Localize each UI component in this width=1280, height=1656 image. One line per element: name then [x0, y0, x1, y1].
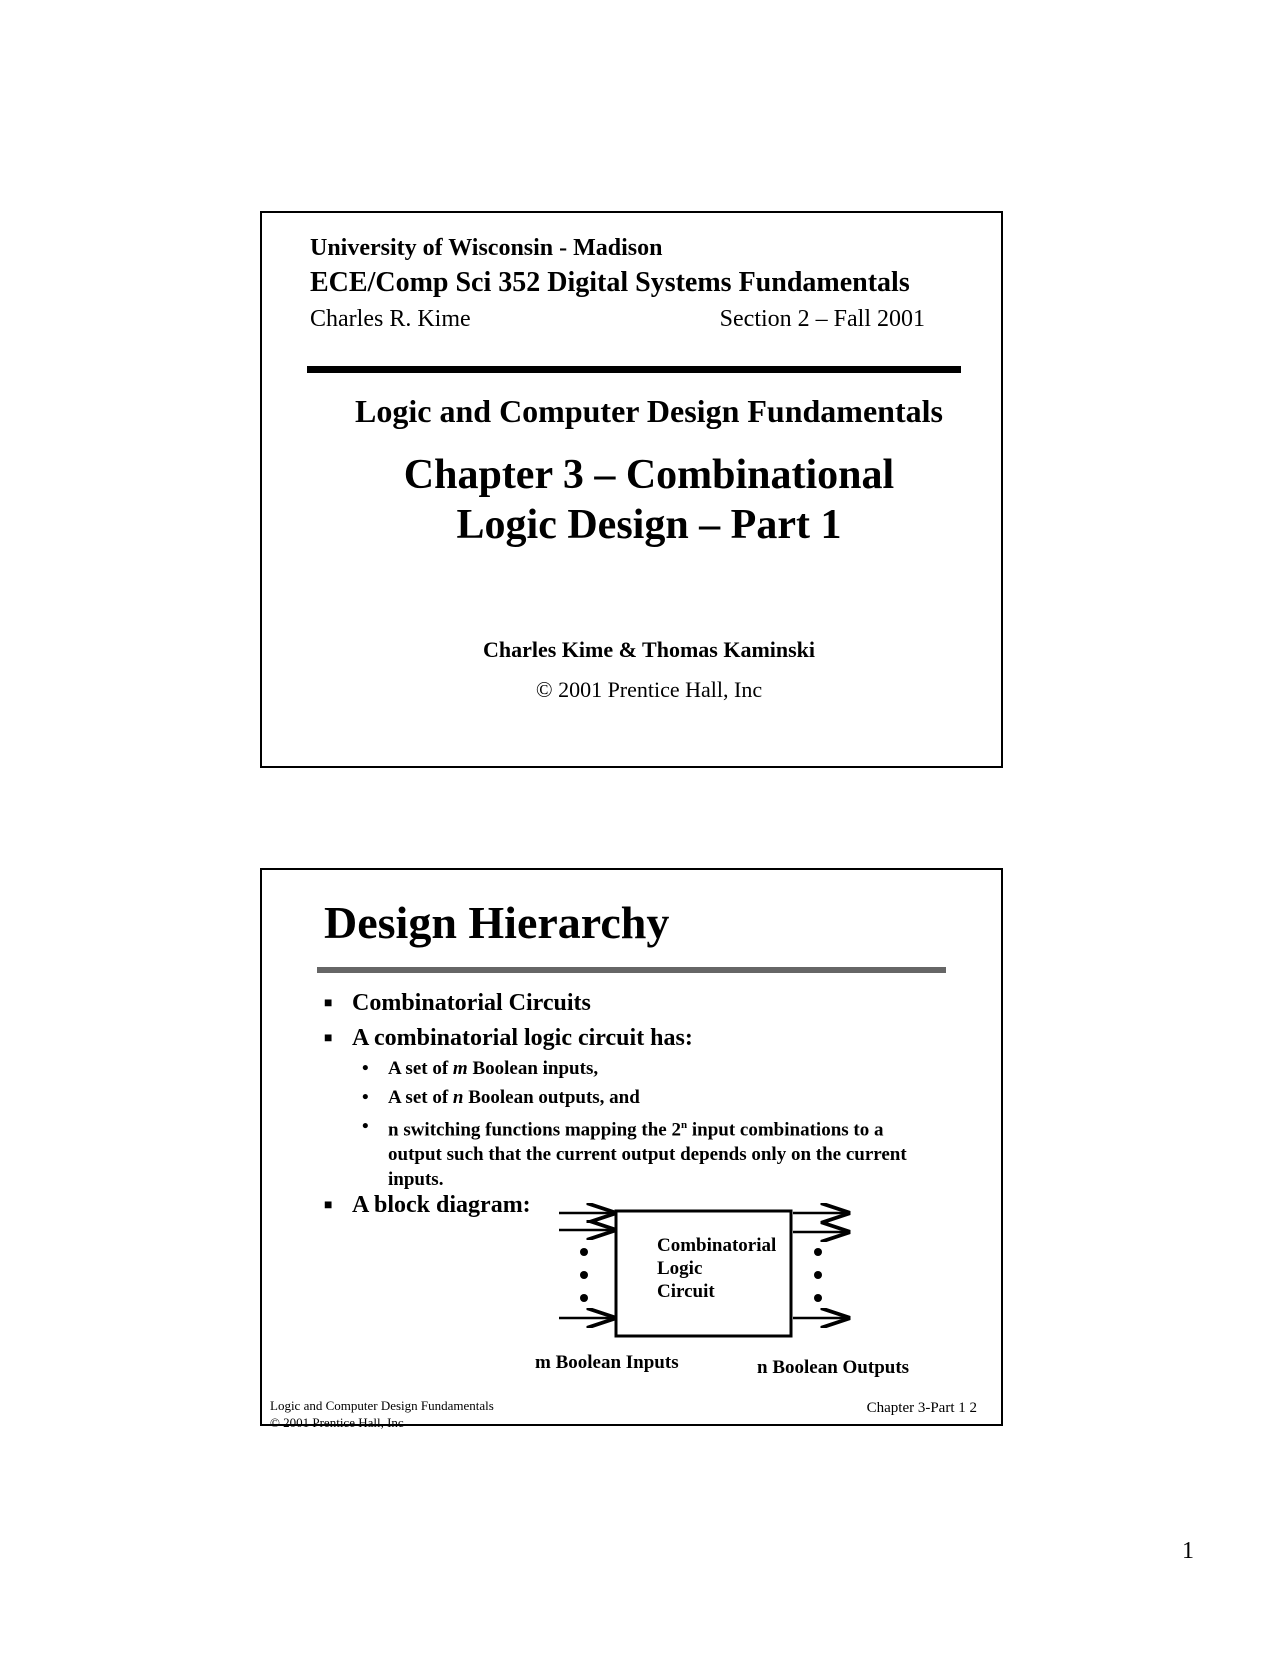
ellipsis-dot: [814, 1271, 822, 1279]
dot-bullet-icon: •: [362, 1087, 369, 1108]
copyright-notice: © 2001 Prentice Hall, Inc: [535, 677, 763, 702]
slide-footer-left: [270, 1397, 494, 1431]
sub-bullet-text: A set of: [388, 1058, 453, 1079]
title-slide: [260, 211, 1003, 768]
box-label-line: Combinatorial: [657, 1235, 777, 1256]
ellipsis-dot: [580, 1294, 588, 1302]
footer-copyright: © 2001 Prentice Hall, Inc: [270, 1415, 404, 1430]
dot-bullet-icon: •: [362, 1058, 369, 1079]
instructor-name: Charles R. Kime: [310, 306, 471, 332]
sub-bullet-text: n switching functions mapping the 2: [388, 1119, 681, 1141]
course-name: ECE/Comp Sci 352 Digital Systems Fundamentals: [310, 267, 910, 298]
square-bullet-icon: ■: [324, 1198, 333, 1213]
bullet-text: A combinatorial logic circuit has:: [352, 1025, 693, 1051]
ellipsis-dot: [814, 1294, 822, 1302]
outputs-label: n Boolean Outputs: [757, 1357, 910, 1378]
section-label: Section 2 – Fall 2001: [719, 306, 925, 332]
sub-bullet-text: Boolean outputs, and: [463, 1087, 640, 1108]
design-hierarchy-slide: [260, 868, 1003, 1430]
book-authors: Charles Kime & Thomas Kaminski: [482, 637, 816, 662]
sub-bullet-text: input combinations to a output such that the current output depends only on the current inputs.: [388, 1119, 907, 1191]
slide-footer-right: Chapter 3-Part 1 2: [866, 1400, 977, 1416]
square-bullet-icon: ■: [324, 1031, 333, 1046]
book-title: Logic and Computer Design Fundamentals: [355, 393, 943, 429]
header-divider: [307, 366, 961, 373]
chapter-title-line1: Chapter 3 – Combinational: [403, 452, 895, 498]
variable-m: m: [452, 1058, 468, 1079]
chapter-title-line2: Logic Design – Part 1: [456, 502, 842, 548]
box-label-line: Logic: [657, 1258, 703, 1279]
variable-n: n: [452, 1087, 464, 1108]
block-diagram: [262, 870, 1005, 1428]
slide-title: Design Hierarchy: [324, 897, 670, 948]
ellipsis-dot: [580, 1248, 588, 1256]
bullet-text: Combinatorial Circuits: [352, 990, 591, 1016]
chapter-title: [262, 450, 1001, 550]
footer-book-title: Logic and Computer Design Fundamentals: [270, 1398, 494, 1413]
box-label-line: Circuit: [657, 1281, 715, 1302]
dot-bullet-icon: •: [362, 1116, 369, 1137]
bullet-text: A block diagram:: [352, 1192, 531, 1218]
ellipsis-dot: [580, 1271, 588, 1279]
sub-bullet-text: Boolean inputs,: [467, 1058, 599, 1079]
page-number: 1: [1182, 1538, 1194, 1564]
university-name: University of Wisconsin - Madison: [310, 235, 663, 261]
superscript-n: n: [680, 1119, 688, 1131]
ellipsis-dot: [814, 1248, 822, 1256]
inputs-label: m Boolean Inputs: [535, 1352, 679, 1373]
square-bullet-icon: ■: [324, 996, 333, 1011]
sub-bullet-text: A set of: [388, 1087, 453, 1108]
circuit-box-label: [657, 1234, 776, 1303]
